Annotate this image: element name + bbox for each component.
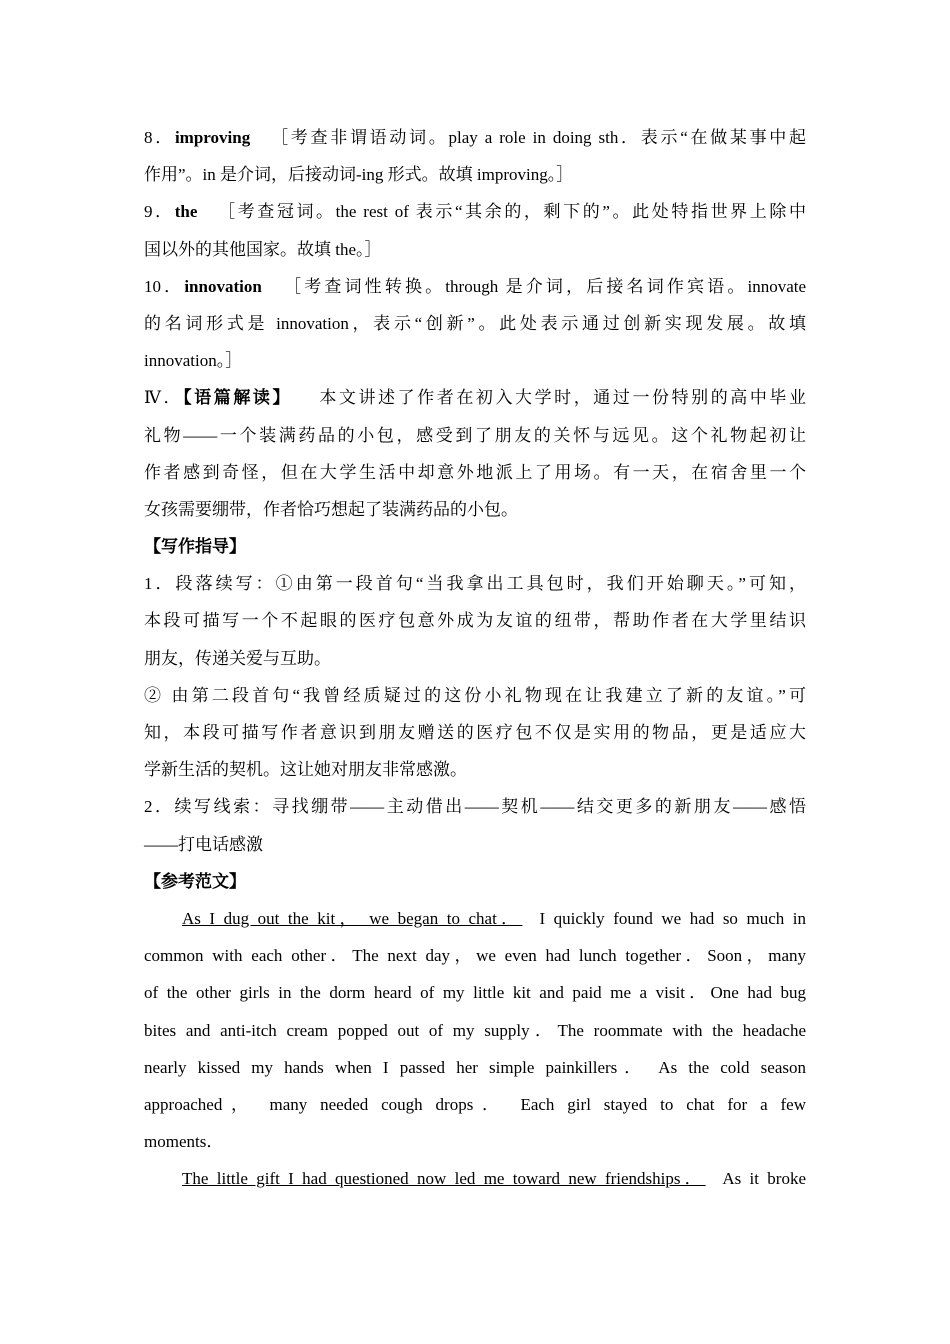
writing-guide-line: 学新生活的契机。这让她对朋友非常感激。	[144, 760, 467, 780]
essay-para2-line-1	[144, 1160, 806, 1197]
answer-word: innovation	[184, 276, 262, 296]
essay-para1-line: common with each other．The next day，we even had lunch together．Soon，many	[144, 946, 806, 966]
section-label: 【语篇解读】	[183, 388, 293, 408]
essay-para1-line: nearly kissed my hands when I passed her simple painkillers． As the cold season	[144, 1057, 806, 1077]
answer-8-line-2: 作用”。in 是介词，后接动词-ing 形式。故填 improving。］	[144, 165, 574, 185]
summary-text: 本文讲述了作者在初入大学时，通过一份特别的高中毕业	[319, 388, 807, 408]
answer-9-line-1	[144, 193, 806, 230]
passage-summary-line-3: 作者感到奇怪，但在大学生活中却意外地派上了用场。有一天，在宿舍里一个	[144, 462, 806, 482]
writing-guide-heading: 【写作指导】	[144, 537, 246, 557]
writing-guide-line: ② 由第二段首句“我曾经质疑过的这份小礼物现在让我建立了新的友谊。”可	[144, 685, 806, 705]
essay-text: As it broke	[722, 1169, 807, 1189]
answer-10-line-3: innovation。］	[144, 351, 243, 371]
writing-guide-line: 2．续写线索：寻找绷带——主动借出——契机——结交更多的新朋友——感悟	[144, 797, 806, 817]
answer-explanation: ［考查词性转换。through 是介词，后接名词作宾语。innovate	[284, 276, 807, 296]
document-page	[144, 119, 806, 1197]
passage-summary-line-2: 礼物——一个装满药品的小包，感受到了朋友的关怀与远见。这个礼物起初让	[144, 425, 806, 445]
section-number: Ⅳ．	[144, 388, 184, 408]
answer-10-line-2: 的名词形式是 innovation，表示“创新”。此处表示通过创新实现发展。故填	[144, 313, 806, 333]
essay-given-sentence: The little gift I had questioned now led me toward new friendships．	[182, 1169, 706, 1189]
essay-para1-line: bites and anti-itch cream popped out of my supply．The roommate with the headache	[144, 1020, 806, 1040]
answer-word: the	[174, 202, 198, 222]
writing-guide-line: 知，本段可描写作者意识到朋友赠送的医疗包不仅是实用的物品，更是适应大	[144, 723, 806, 742]
answer-word: improving	[174, 128, 251, 147]
answer-8-line-1	[144, 119, 806, 156]
answer-explanation: ［考查冠词。the rest of 表示“其余的，剩下的”。此处特指世界上除中	[218, 202, 807, 222]
answer-number: 9．	[144, 202, 175, 222]
passage-summary-line-1	[144, 379, 806, 416]
writing-guide-line: 本段可描写一个不起眼的医疗包意外成为友谊的纽带，帮助作者在大学里结识	[144, 611, 806, 631]
essay-para1-line: moments．	[144, 1132, 224, 1152]
answer-10-line-1	[144, 268, 806, 305]
essay-para1-line: of the other girls in the dorm heard of my little kit and paid me a visit．One had bug	[144, 983, 806, 1003]
essay-given-sentence: As I dug out the kit， we began to chat．	[182, 908, 523, 928]
answer-number: 8．	[144, 128, 175, 147]
essay-para1-line-1	[144, 900, 806, 937]
answer-number: 10．	[144, 276, 185, 296]
model-essay-heading: 【参考范文】	[144, 871, 246, 891]
writing-guide-line: 1．段落续写：①由第一段首句“当我拿出工具包时，我们开始聊天。”可知，	[144, 574, 806, 594]
essay-text: I quickly found we had so much in	[539, 908, 806, 928]
answer-9-line-2: 国以外的其他国家。故填 the。］	[144, 239, 382, 259]
writing-guide-line: ——打电话感激	[144, 834, 263, 854]
writing-guide-line: 朋友，传递关爱与互助。	[144, 648, 331, 668]
passage-summary-line-4: 女孩需要绷带，作者恰巧想起了装满药品的小包。	[144, 499, 518, 519]
answer-explanation: ［考查非谓语动词。play a role in doing sth．表示“在做某事中起	[271, 128, 807, 147]
essay-para1-line: approached， many needed cough drops． Each girl stayed to chat for a few	[144, 1094, 806, 1114]
